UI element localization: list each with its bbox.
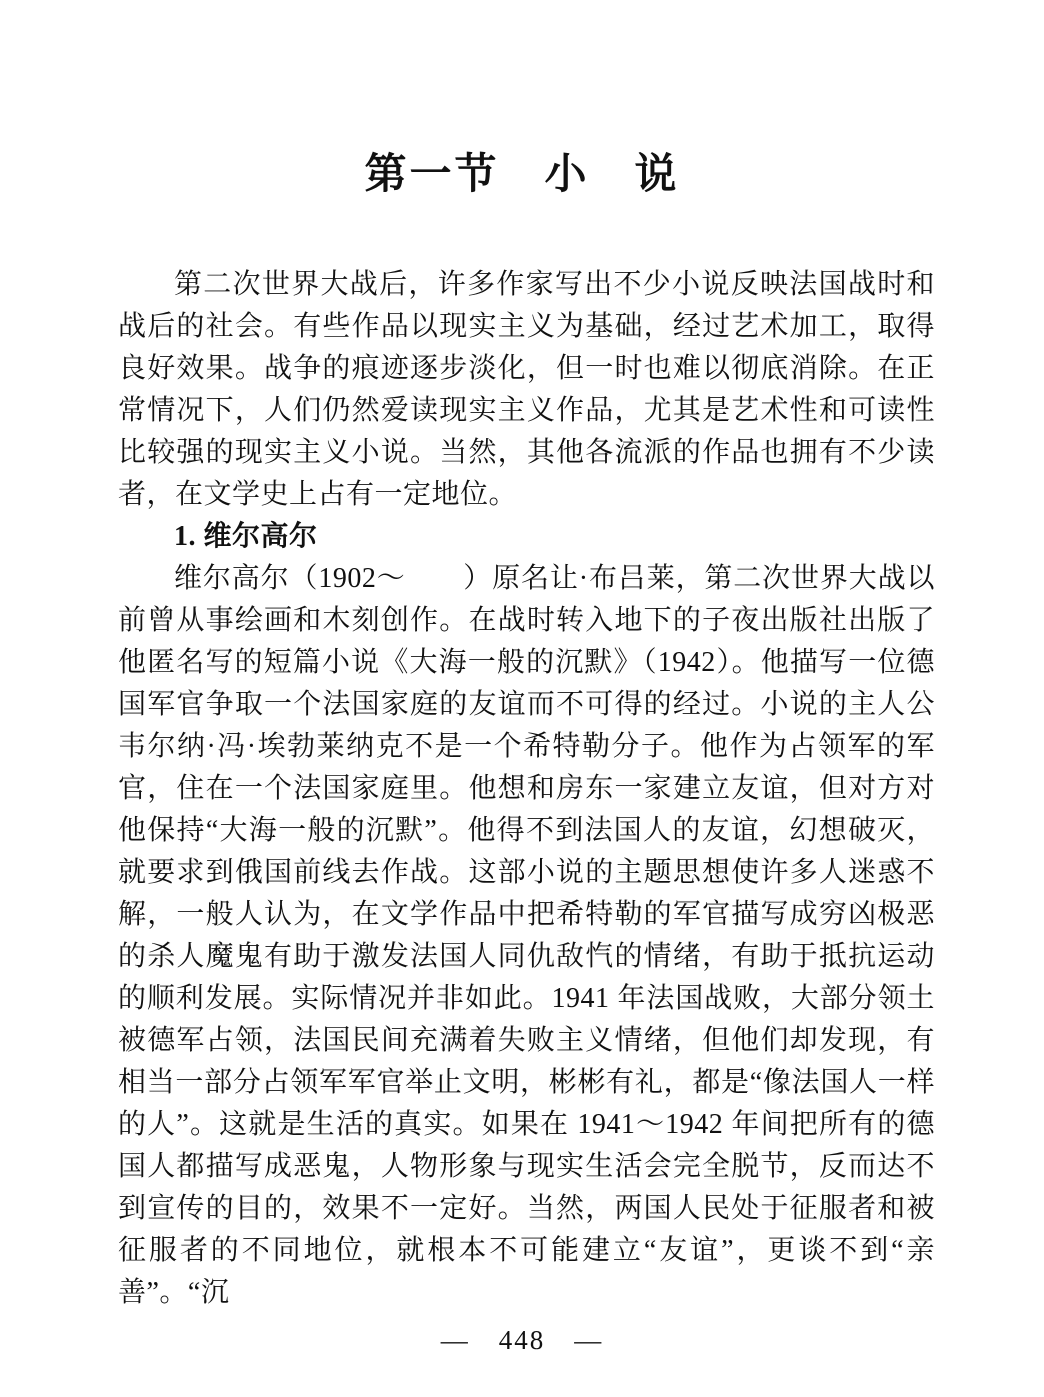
page-number: — 448 — (440, 1325, 604, 1355)
paragraph-intro: 第二次世界大战后，许多作家写出不少小说反映法国战时和战后的社会。有些作品以现实主义为基础，经过艺术加工，取得良好效果。战争的痕迹逐步淡化，但一时也难以彻底消除。在正常情况下，人们仍然爱读现实主义作品，尤其是艺术性和可读性比较强的现实主义小说。当然，其他各流派的作品也拥有不少读者，在文学史上占有一定地位。 (118, 269, 935, 511)
section-title: 第一节 小 说 (364, 152, 680, 198)
subsection-heading: 1. 维尔高尔 (174, 521, 318, 553)
paragraph-vercors: 维尔高尔（1902～ ）原名让·布吕莱，第二次世界大战以前曾从事绘画和木刻创作。在战时转入地下的子夜出版社出版了他匿名写的短篇小说《大海一般的沉默》（1942）。他描写一位德国军官争取一个法国家庭的友谊而不可得的经过。小说的主人公韦尔纳·冯·埃勃莱纳克不是一个希特勒分子。他作为占领军的军官，住在一个法国家庭里。他想和房东一家建立友谊，但对方对他保持“大海一般的沉默”。他得不到法国人的友谊，幻想破灭，就要求到俄国前线去作战。这部小说的主题思想使许多人迷惑不解，一般人认为，在文学作品中把希特勒的军官描写成穷凶极恶的杀人魔鬼有助于激发法国人同仇敌忾的情绪，有助于抵抗运动的顺利发展。实际情况并非如此。1941 年法国战败，大部分领土被德军占领，法国民间充满着失败主义情绪，但他们却发现，有相当一部分占领军军官举止文明，彬彬有礼，都是“像法国人一样的人”。这就是生活的真实。如果在 1941～1942 年间把所有的德国人都描写成恶鬼，人物形象与现实生活会完全脱节，反而达不到宣传的目的，效果不一定好。当然，两国人民处于征服者和被征服者的不同地位，就根本不可能建立“友谊”，更谈不到“亲善”。“沉 (118, 563, 935, 1309)
page-body (118, 264, 935, 1314)
